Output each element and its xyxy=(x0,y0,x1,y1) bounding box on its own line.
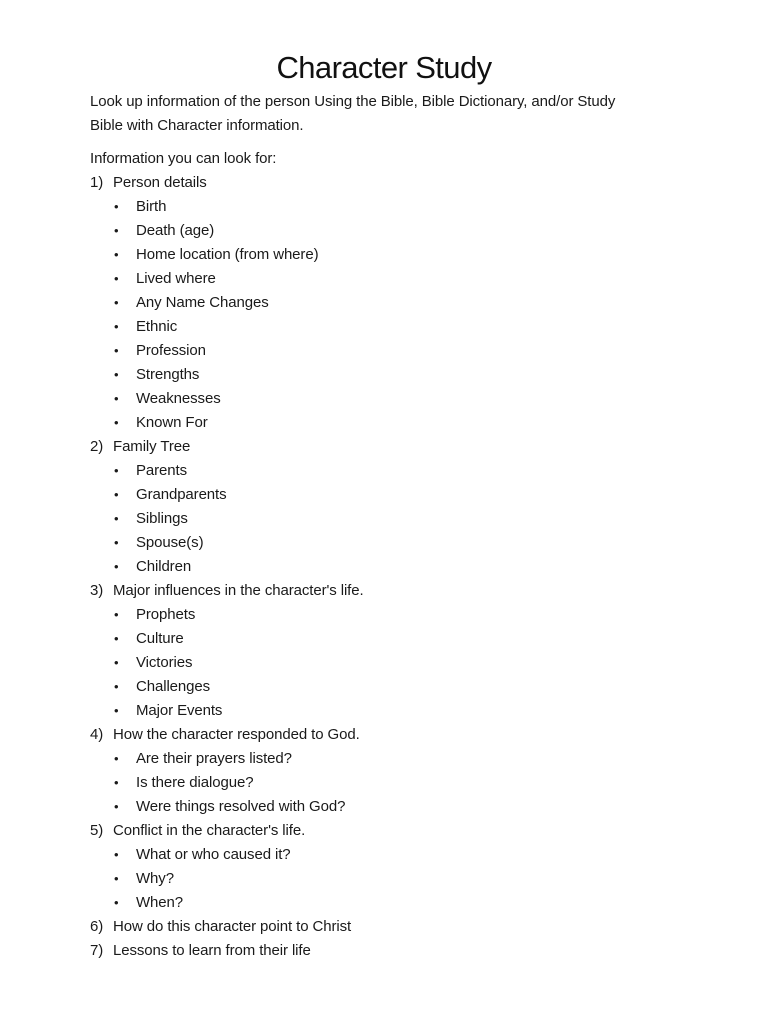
bullet-item-text: Is there dialogue? xyxy=(136,774,254,791)
bullet-item xyxy=(90,459,690,483)
list-item-label: Lessons to learn from their life xyxy=(113,942,311,959)
intro-line-2: Bible with Character information. xyxy=(90,117,304,134)
bullet-icon: • xyxy=(114,415,119,430)
bullet-icon: • xyxy=(114,895,119,910)
list-item xyxy=(90,723,690,819)
bullet-icon: • xyxy=(114,223,119,238)
list-item-number: 3) xyxy=(90,582,104,599)
bullet-item-text: Parents xyxy=(136,462,187,479)
bullet-item-text: Death (age) xyxy=(136,222,215,239)
list-item xyxy=(90,939,690,963)
bullet-item xyxy=(90,627,690,651)
bullet-icon: • xyxy=(114,559,119,574)
list-item xyxy=(90,819,690,915)
bullet-icon: • xyxy=(114,679,119,694)
bullet-item xyxy=(90,363,690,387)
bullet-item-text: Known For xyxy=(136,414,208,431)
bullet-list xyxy=(90,747,690,819)
list-item-row xyxy=(90,819,690,843)
bullet-item xyxy=(90,507,690,531)
bullet-list xyxy=(90,843,690,915)
intro-paragraph xyxy=(90,90,690,138)
bullet-icon: • xyxy=(114,199,119,214)
bullet-item-text: Were things resolved with God? xyxy=(136,798,346,815)
list-item-label: How the character responded to God. xyxy=(113,726,360,743)
bullet-item xyxy=(90,867,690,891)
numbered-list xyxy=(90,171,690,963)
bullet-icon: • xyxy=(114,367,119,382)
bullet-icon: • xyxy=(114,703,119,718)
bullet-icon: • xyxy=(114,391,119,406)
bullet-item xyxy=(90,531,690,555)
bullet-item-text: Children xyxy=(136,558,192,575)
list-lead-text: Information you can look for: xyxy=(90,150,277,167)
bullet-item xyxy=(90,651,690,675)
list-item xyxy=(90,579,690,723)
list-item xyxy=(90,915,690,939)
bullet-item xyxy=(90,843,690,867)
bullet-item-text: Challenges xyxy=(136,678,211,695)
bullet-item xyxy=(90,675,690,699)
bullet-icon: • xyxy=(114,847,119,862)
list-item-number: 4) xyxy=(90,726,104,743)
bullet-item xyxy=(90,339,690,363)
bullet-item-text: Weaknesses xyxy=(136,390,221,407)
bullet-item xyxy=(90,411,690,435)
bullet-item xyxy=(90,387,690,411)
bullet-icon: • xyxy=(114,343,119,358)
bullet-item xyxy=(90,747,690,771)
bullet-item xyxy=(90,291,690,315)
list-item-row xyxy=(90,579,690,603)
bullet-icon: • xyxy=(114,751,119,766)
bullet-icon: • xyxy=(114,487,119,502)
list-item-number: 5) xyxy=(90,822,104,839)
bullet-icon: • xyxy=(114,271,119,286)
bullet-item-text: Prophets xyxy=(136,606,196,623)
bullet-item-text: Spouse(s) xyxy=(136,534,204,551)
document-body xyxy=(90,90,690,963)
bullet-item-text: Are their prayers listed? xyxy=(136,750,292,767)
intro-line-1: Look up information of the person Using the Bible, Bible Dictionary, and/or Study xyxy=(90,93,616,110)
bullet-item xyxy=(90,483,690,507)
list-item-label: Person details xyxy=(113,174,207,191)
page-title: Character Study xyxy=(276,50,492,85)
list-item-label: Family Tree xyxy=(113,438,191,455)
bullet-icon: • xyxy=(114,655,119,670)
bullet-item xyxy=(90,891,690,915)
bullet-item-text: Siblings xyxy=(136,510,188,527)
list-item-label: Major influences in the character's life. xyxy=(113,582,364,599)
bullet-item-text: Any Name Changes xyxy=(136,294,269,311)
bullet-item-text: Profession xyxy=(136,342,206,359)
list-item xyxy=(90,171,690,435)
bullet-item-text: Birth xyxy=(136,198,167,215)
bullet-item-text: Strengths xyxy=(136,366,200,383)
bullet-icon: • xyxy=(114,463,119,478)
list-item xyxy=(90,435,690,579)
bullet-icon: • xyxy=(114,319,119,334)
bullet-item xyxy=(90,771,690,795)
list-item-row xyxy=(90,915,690,939)
bullet-icon: • xyxy=(114,871,119,886)
bullet-item-text: Why? xyxy=(136,870,174,887)
bullet-item xyxy=(90,315,690,339)
paragraph-spacer xyxy=(90,138,690,147)
list-item-row xyxy=(90,939,690,963)
bullet-icon: • xyxy=(114,631,119,646)
list-item-number: 1) xyxy=(90,174,104,191)
bullet-icon: • xyxy=(114,295,119,310)
list-item-row xyxy=(90,171,690,195)
bullet-item xyxy=(90,267,690,291)
bullet-icon: • xyxy=(114,799,119,814)
bullet-item xyxy=(90,555,690,579)
bullet-list xyxy=(90,195,690,435)
bullet-item xyxy=(90,195,690,219)
bullet-item-text: Major Events xyxy=(136,702,223,719)
bullet-icon: • xyxy=(114,775,119,790)
bullet-list xyxy=(90,603,690,723)
bullet-item xyxy=(90,219,690,243)
bullet-item-text: What or who caused it? xyxy=(136,846,291,863)
bullet-icon: • xyxy=(114,247,119,262)
list-item-label: Conflict in the character's life. xyxy=(113,822,306,839)
bullet-list xyxy=(90,459,690,579)
bullet-item xyxy=(90,243,690,267)
bullet-icon: • xyxy=(114,607,119,622)
list-item-number: 6) xyxy=(90,918,104,935)
bullet-item-text: Victories xyxy=(136,654,193,671)
bullet-item xyxy=(90,795,690,819)
bullet-item-text: Grandparents xyxy=(136,486,227,503)
list-item-row xyxy=(90,723,690,747)
bullet-item-text: Ethnic xyxy=(136,318,178,335)
bullet-item xyxy=(90,699,690,723)
bullet-item-text: When? xyxy=(136,894,184,911)
bullet-icon: • xyxy=(114,511,119,526)
list-item-number: 2) xyxy=(90,438,104,455)
list-item-label: How do this character point to Christ xyxy=(113,918,352,935)
bullet-item-text: Lived where xyxy=(136,270,216,287)
bullet-item-text: Culture xyxy=(136,630,184,647)
list-item-number: 7) xyxy=(90,942,104,959)
bullet-item-text: Home location (from where) xyxy=(136,246,319,263)
bullet-item xyxy=(90,603,690,627)
list-item-row xyxy=(90,435,690,459)
bullet-icon: • xyxy=(114,535,119,550)
